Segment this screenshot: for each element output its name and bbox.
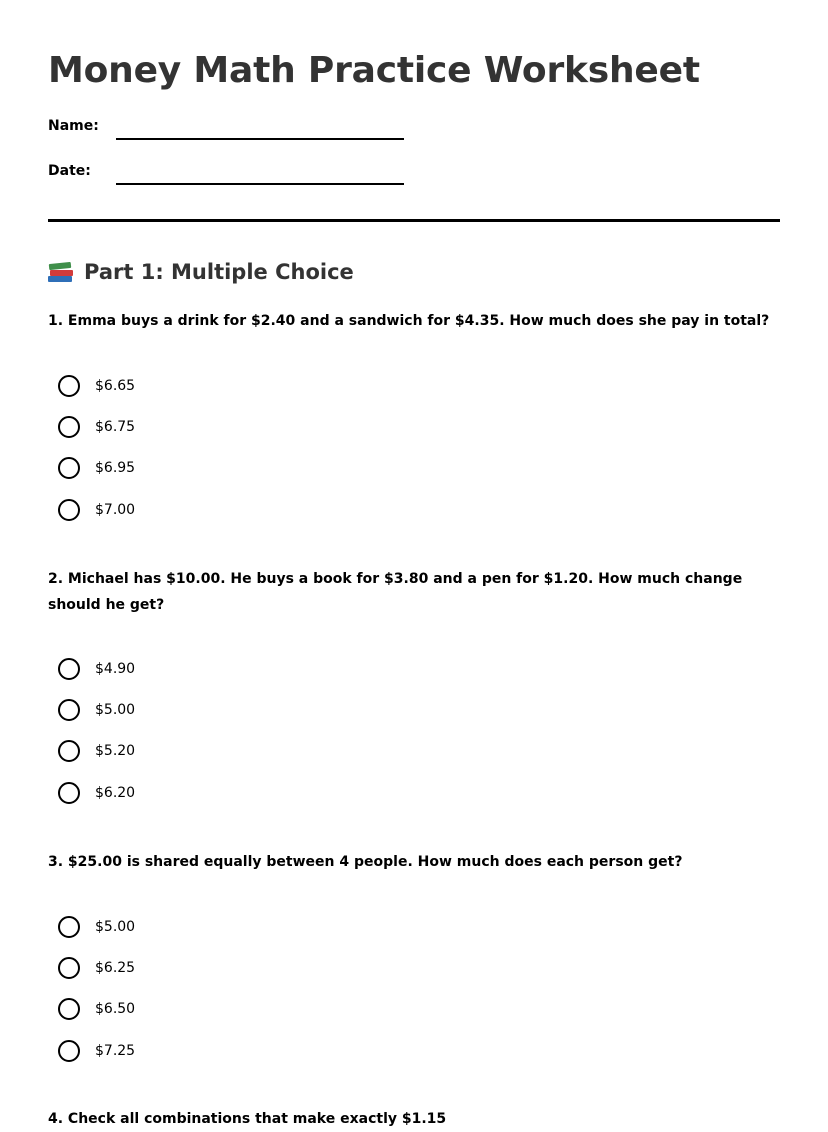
option-label: $6.65 — [95, 377, 136, 394]
section-title: Part 1: Multiple Choice — [84, 260, 354, 284]
option-3c[interactable] — [58, 989, 135, 1030]
option-label: $6.75 — [95, 418, 136, 435]
option-2d[interactable] — [58, 772, 135, 813]
option-3d[interactable] — [58, 1030, 135, 1071]
option-3b[interactable] — [58, 947, 135, 988]
radio-button[interactable] — [58, 457, 80, 479]
option-label: $5.00 — [95, 701, 136, 718]
option-label: $6.25 — [95, 959, 136, 976]
page-title: Money Math Practice Worksheet — [48, 50, 700, 91]
radio-button[interactable] — [58, 782, 80, 804]
option-label: $6.50 — [95, 1001, 136, 1018]
question-3 — [48, 849, 780, 1059]
option-label: $5.00 — [95, 918, 136, 935]
question-text: 2. Michael has $10.00. He buys a book for $3.80 and a pen for $1.20. How much change should he get? — [48, 571, 743, 613]
option-1a[interactable] — [58, 365, 135, 406]
option-1c[interactable] — [58, 448, 135, 489]
radio-button[interactable] — [58, 740, 80, 762]
radio-button[interactable] — [58, 499, 80, 521]
option-list — [58, 648, 135, 813]
date-line — [116, 183, 404, 185]
option-label: $7.25 — [95, 1042, 136, 1059]
option-label: $5.20 — [95, 743, 136, 760]
section-heading — [48, 258, 354, 286]
date-field — [48, 162, 408, 192]
option-list — [58, 906, 135, 1071]
option-label: $6.20 — [95, 784, 136, 801]
radio-button[interactable] — [58, 658, 80, 680]
header-divider — [48, 219, 780, 222]
option-1d[interactable] — [58, 489, 135, 530]
option-list — [58, 365, 135, 530]
question-1 — [48, 308, 780, 518]
name-field — [48, 117, 408, 147]
option-2a[interactable] — [58, 648, 135, 689]
question-4-partial: 4. Check all combinations that make exactly $1.15 — [48, 1111, 447, 1127]
name-line — [116, 138, 404, 140]
radio-button[interactable] — [58, 375, 80, 397]
option-2c[interactable] — [58, 731, 135, 772]
radio-button[interactable] — [58, 916, 80, 938]
option-label: $4.90 — [95, 660, 136, 677]
books-icon — [48, 261, 74, 283]
date-label: Date: — [48, 163, 91, 179]
question-text: 1. Emma buys a drink for $2.40 and a sandwich for $4.35. How much does she pay in total? — [48, 313, 770, 329]
question-2 — [48, 566, 780, 801]
radio-button[interactable] — [58, 699, 80, 721]
question-text: 3. $25.00 is shared equally between 4 people. How much does each person get? — [48, 854, 683, 870]
radio-button[interactable] — [58, 998, 80, 1020]
option-1b[interactable] — [58, 406, 135, 447]
radio-button[interactable] — [58, 1040, 80, 1062]
radio-button[interactable] — [58, 416, 80, 438]
option-2b[interactable] — [58, 689, 135, 730]
option-label: $7.00 — [95, 501, 136, 518]
option-label: $6.95 — [95, 460, 136, 477]
radio-button[interactable] — [58, 957, 80, 979]
option-3a[interactable] — [58, 906, 135, 947]
name-label: Name: — [48, 118, 99, 134]
